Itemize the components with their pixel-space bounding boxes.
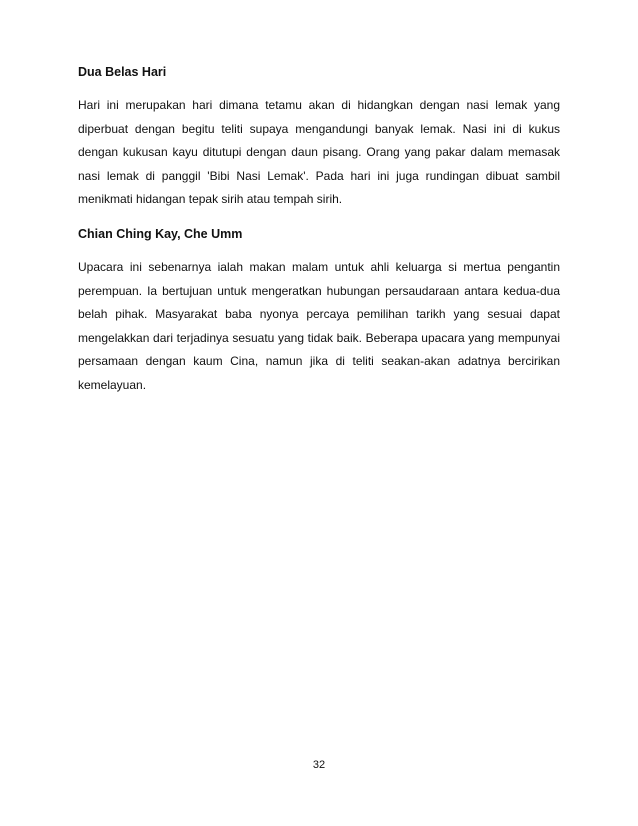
section-heading-dua-belas-hari: Dua Belas Hari (78, 65, 167, 79)
section-heading-chian-ching-kay: Chian Ching Kay, Che Umm (78, 226, 243, 241)
section-paragraph-chian-ching-kay: Upacara ini sebenarnya ialah makan malam untuk ahli keluarga si mertua pengantin perempuan. Ia bertujuan untuk mengeratkan hubungan persaudaraan antara kedua-dua belah pihak. Masyarakat baba nyonya percaya pemilihan tarikh yang sesuai dapat mengelakkan dari terjadinya sesuatu yang tidak baik. Beberapa upacara yang mempunyai persamaan dengan kaum Cina, namun jika di teliti seakan-akan adatnya bercirikan kemelayuan. (78, 259, 560, 392)
page-content (78, 62, 560, 398)
page-number: 32 (312, 759, 326, 771)
section-paragraph-dua-belas-hari: Hari ini merupakan hari dimana tetamu akan di hidangkan dengan nasi lemak yang diperbuat dengan begitu teliti supaya mengandungi banyak lemak. Nasi ini di kukus dengan kukusan kayu ditutupi dengan daun pisang. Orang yang pakar dalam memasak nasi lemak di panggil 'Bibi Nasi Lemak'. Pada hari ini juga rundingan dibuat sambil menikmati hidangan tepak sirih atau tempah sirih. (78, 98, 560, 207)
